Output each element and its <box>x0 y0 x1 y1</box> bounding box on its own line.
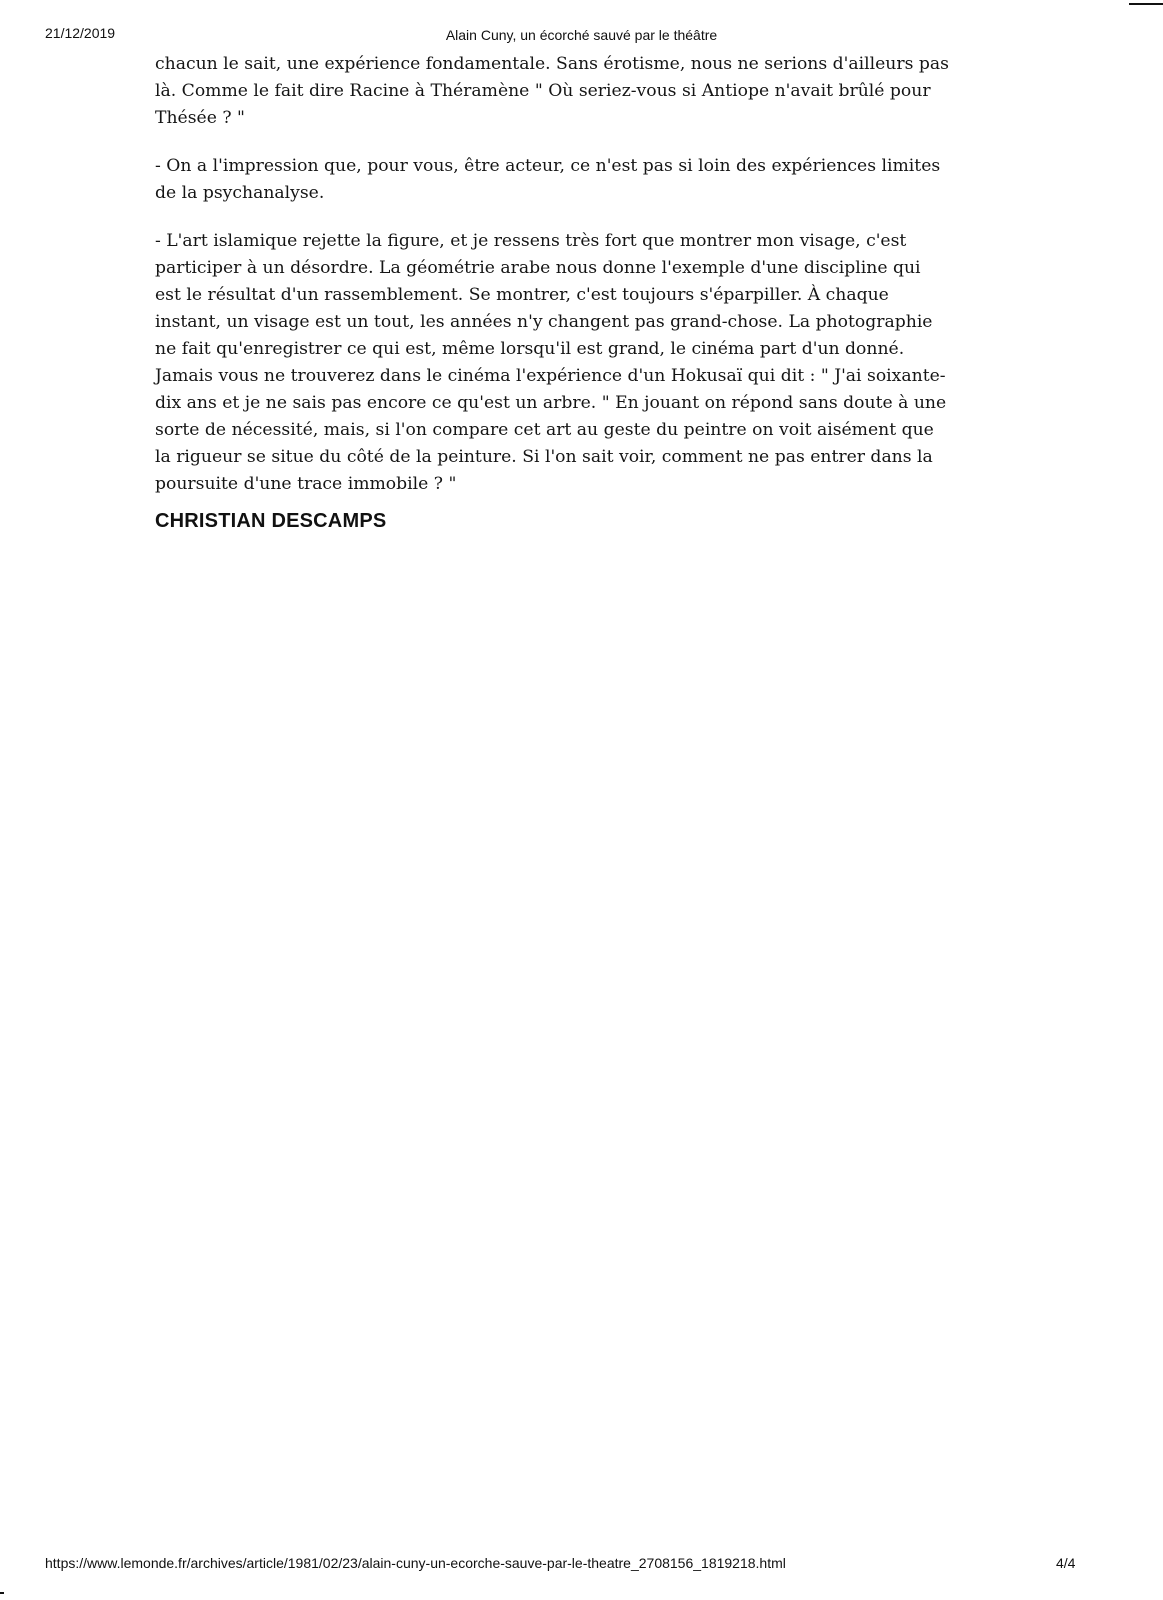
scan-edge-mark-left <box>0 1592 4 1594</box>
author-signature: CHRISTIAN DESCAMPS <box>155 510 387 532</box>
page-number: 4/4 <box>1056 1555 1076 1571</box>
article-paragraph: - L'art islamique rejette la figure, et je ressens très fort que montrer mon visage, c'est participer à un désordre. La géométrie arabe nous donne l'exemple d'une discipline qui est le résultat d'un rassemblement. Se montrer, c'est toujours s'éparpiller. À chaque instant, un visage est un tout, les années n'y changent pas grand-chose. La photographie ne fait qu'enregistrer ce qui est, même lorsqu'il est grand, le cinéma part d'un donné. Jamais vous ne trouverez dans le cinéma l'expérience d'un Hokusaï qui dit : " J'ai soixante-dix ans et je ne sais pas encore ce qu'est un arbre. " En jouant on répond sans doute à une sorte de nécessité, mais, si l'on compare cet art au geste du peintre on voit aisément que la rigueur se situe du côté de la peinture. Si l'on sait voir, comment ne pas entrer dans la poursuite d'une trace immobile ? " <box>155 231 947 494</box>
article-body <box>155 51 950 519</box>
scan-edge-mark <box>1129 3 1163 5</box>
source-url: https://www.lemonde.fr/archives/article/1981/02/23/alain-cuny-un-ecorche-sauve-par-le-theatre_2708156_1819218.html <box>45 1555 786 1571</box>
page-title: Alain Cuny, un écorché sauvé par le théâtre <box>445 27 718 43</box>
article-paragraph: chacun le sait, une expérience fondamentale. Sans érotisme, nous ne serions d'ailleurs pas là. Comme le fait dire Racine à Théramène " Où seriez-vous si Antiope n'avait brûlé pour Thésée ? " <box>155 54 949 128</box>
article-paragraph: - On a l'impression que, pour vous, être acteur, ce n'est pas si loin des expériences limites de la psychanalyse. <box>155 156 941 203</box>
print-date: 21/12/2019 <box>45 25 116 41</box>
